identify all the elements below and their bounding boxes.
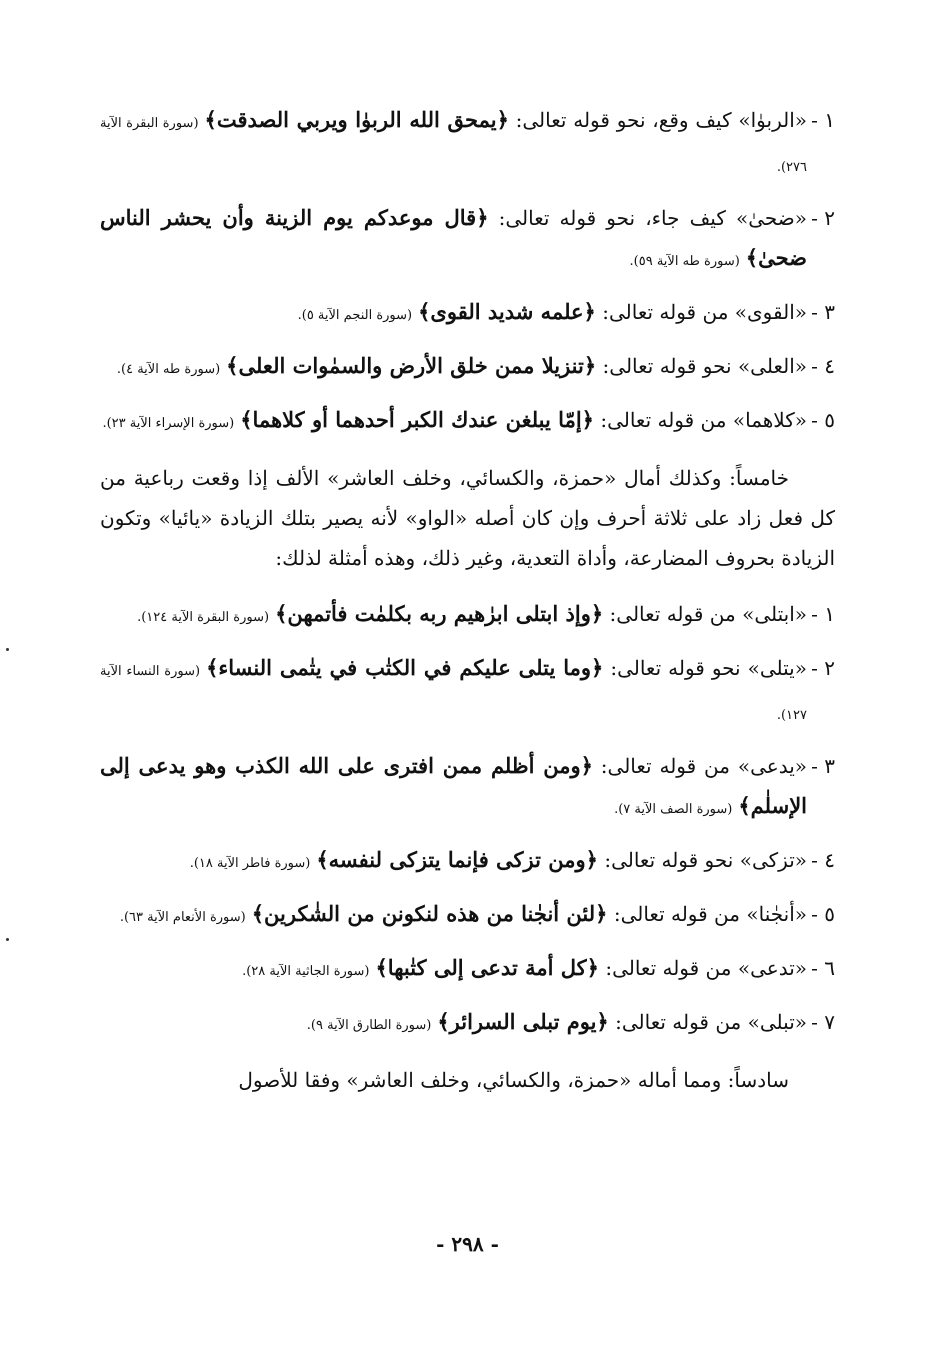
item-word: «تدعى» — [737, 956, 807, 980]
verse-source: (سورة البقرة الآية ٢٧٦). — [100, 116, 807, 175]
item-number: ٦ - — [811, 956, 835, 980]
item-word: «يتلى» — [747, 656, 807, 680]
item-word: «ابتلى» — [742, 602, 807, 626]
item-number: ٥ - — [811, 408, 835, 432]
item-lead: نحو قوله تعالى: — [597, 848, 740, 872]
item-body — [100, 346, 807, 390]
item-word: «تبلى» — [747, 1010, 807, 1034]
quran-verse: ﴿يمحق الله الربوٰا ويربي الصدقت﴾ — [204, 107, 509, 132]
verse-source: (سورة البقرة الآية ١٢٤). — [137, 610, 270, 625]
item-number: ٥ - — [811, 902, 835, 926]
item-number: ١ - — [811, 108, 835, 132]
item-number: ٧ - — [811, 1010, 835, 1034]
list-item — [100, 840, 835, 884]
item-word: «ضحىٰ» — [735, 206, 807, 230]
item-body — [100, 648, 807, 736]
quran-verse: ﴿لئن أنجٰنا من هذه لنكونن من الشٰكرين﴾ — [251, 901, 608, 926]
quran-verse: ﴿كل أمة تدعى إلى كتٰبها﴾ — [375, 955, 599, 980]
item-body — [100, 840, 807, 884]
quran-verse: ﴿ومن أظلم ممن افترى على الله الكذب وهو يدعى إلى الإسلٰم﴾ — [100, 753, 807, 818]
quran-verse: ﴿علمه شديد القوى﴾ — [418, 299, 596, 324]
item-word: «تزكى» — [739, 848, 807, 872]
verse-source: (سورة الأنعام الآية ٦٣). — [119, 910, 246, 925]
list-item — [100, 948, 835, 992]
list-item — [100, 198, 835, 282]
verse-source: (سورة الجاثية الآية ٢٨). — [242, 964, 370, 979]
margin-dot — [6, 938, 9, 941]
list-item — [100, 648, 835, 736]
list-item — [100, 594, 835, 638]
item-lead: من قوله تعالى: — [593, 408, 733, 432]
page-content — [100, 100, 835, 1116]
quran-verse: ﴿ومن تزكى فإنما يتزكى لنفسه﴾ — [316, 847, 598, 872]
item-word: «كلاهما» — [732, 408, 807, 432]
verse-source: (سورة الإسراء الآية ٢٣). — [102, 416, 235, 431]
item-lead: كيف وقع، نحو قوله تعالى: — [508, 108, 739, 132]
verse-source: (سورة النساء الآية ١٢٧). — [100, 664, 807, 723]
verse-source: (سورة الطارق الآية ٩). — [306, 1018, 432, 1033]
list-item — [100, 1002, 835, 1046]
item-lead: من قوله تعالى: — [592, 754, 738, 778]
item-number: ٣ - — [811, 300, 835, 324]
item-body — [100, 1002, 807, 1046]
list-item — [100, 894, 835, 938]
quran-verse: ﴿إمّا يبلغن عندك الكبر أحدهما أو كلاهما﴾ — [240, 407, 594, 432]
item-word: «يدعى» — [737, 754, 807, 778]
item-lead: من قوله تعالى: — [607, 902, 747, 926]
quran-verse: ﴿قال موعدكم يوم الزينة وأن يحشر الناس ضحىٰ﴾ — [100, 205, 807, 270]
verse-source: (سورة طه الآية ٤). — [116, 362, 221, 377]
list-item — [100, 100, 835, 188]
item-number: ٣ - — [811, 754, 835, 778]
item-body — [100, 746, 807, 830]
margin-dot — [6, 648, 9, 651]
verse-source: (سورة النجم الآية ٥). — [297, 308, 413, 323]
item-lead: من قوله تعالى: — [608, 1010, 748, 1034]
item-lead: نحو قوله تعالى: — [596, 354, 738, 378]
list-item — [100, 400, 835, 444]
list-item — [100, 746, 835, 830]
item-word: «أنجٰنا» — [746, 902, 807, 926]
item-word: «القوى» — [734, 300, 807, 324]
verse-source: (سورة فاطر الآية ١٨). — [189, 856, 311, 871]
page-number: - ٢٩٨ - — [436, 1232, 499, 1256]
item-number: ٤ - — [811, 354, 835, 378]
quran-verse: ﴿تنزيلا ممن خلق الأرض والسمٰوات العلى﴾ — [226, 353, 597, 378]
verse-source: (سورة طه الآية ٥٩). — [629, 254, 740, 269]
item-number: ٤ - — [811, 848, 835, 872]
item-number: ٢ - — [811, 206, 835, 230]
item-word: «الربوٰا» — [738, 108, 807, 132]
examples-list-b — [100, 594, 835, 1046]
item-lead: من قوله تعالى: — [603, 602, 743, 626]
item-number: ١ - — [811, 602, 835, 626]
item-body — [100, 948, 807, 992]
quran-verse: ﴿وإذ ابتلى ابرٰهيم ربه بكلمٰت فأتمهن﴾ — [275, 601, 604, 626]
verse-source: (سورة الصف الآية ٧). — [614, 802, 733, 817]
paragraph-fifth: خامساً: وكذلك أمال «حمزة، والكسائي، وخلف العاشر» الألف إذا وقعت رباعية من كل فعل زاد على ثلاثة أحرف وإن كان أصله «الواو» لأنه يصير بتلك الزيادة «يائيا» وتكون الزيادة بحروف المضارعة، وأداة التعدية، وغير ذلك، وهذه أمثلة لذلك: — [100, 466, 835, 570]
item-lead: من قوله تعالى: — [595, 300, 735, 324]
item-lead: من قوله تعالى: — [598, 956, 738, 980]
item-body — [100, 100, 807, 188]
item-body — [100, 894, 807, 938]
item-word: «العلى» — [737, 354, 807, 378]
paragraph-sixth: سادساً: ومما أماله «حمزة، والكسائي، وخلف العاشر» وفقا للأصول — [238, 1068, 789, 1092]
quran-verse: ﴿يوم تبلى السرائر﴾ — [437, 1009, 609, 1034]
examples-list-a — [100, 100, 835, 444]
quran-verse: ﴿وما يتلى عليكم في الكتٰب في يتٰمى النساء﴾ — [206, 655, 604, 680]
item-lead: كيف جاء، نحو قوله تعالى: — [488, 206, 736, 230]
list-item — [100, 346, 835, 390]
item-body — [100, 400, 807, 444]
item-body — [100, 594, 807, 638]
item-number: ٢ - — [811, 656, 835, 680]
item-body — [100, 292, 807, 336]
list-item — [100, 292, 835, 336]
item-lead: نحو قوله تعالى: — [603, 656, 748, 680]
item-body — [100, 198, 807, 282]
